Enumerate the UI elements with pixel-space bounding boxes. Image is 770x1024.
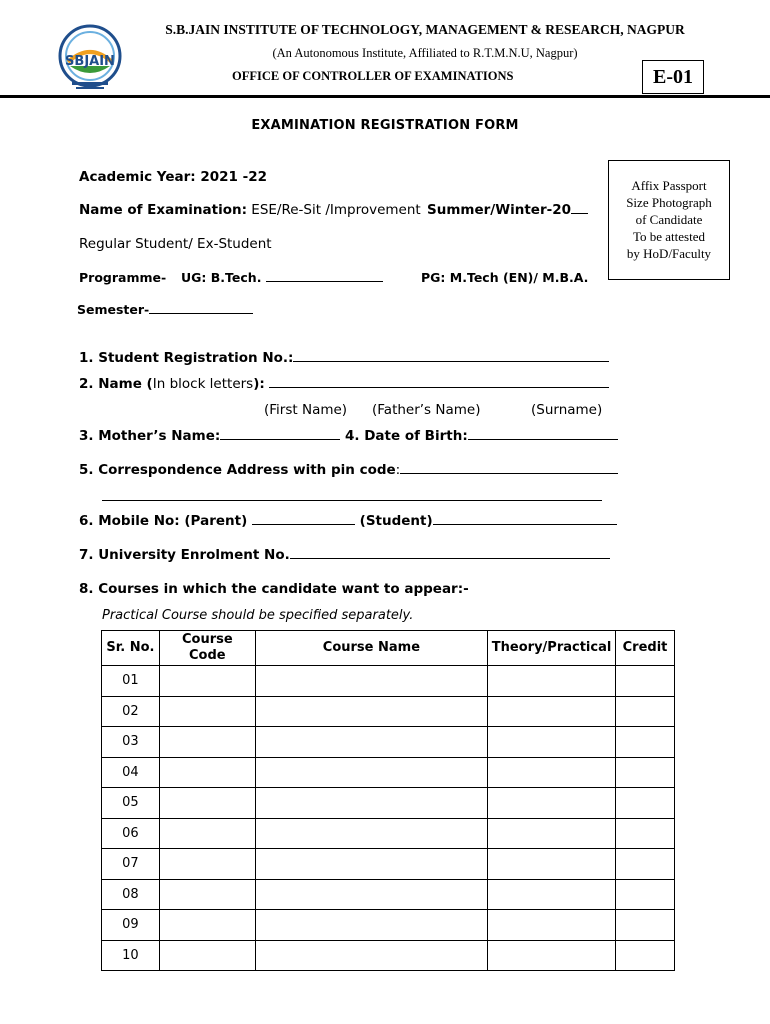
exam-name-options: ESE/Re-Sit /Improvement	[251, 202, 421, 218]
surname-caption: (Surname)	[531, 402, 603, 418]
table-row	[102, 818, 675, 849]
ug-label: UG: B.Tech.	[181, 270, 262, 285]
theory-practical-cell[interactable]	[488, 940, 616, 971]
photo-text-line: Affix Passport	[631, 178, 707, 193]
course-code-cell[interactable]	[159, 727, 255, 758]
mobile-row	[79, 513, 617, 529]
address-row	[79, 462, 618, 478]
courses-table	[101, 630, 675, 971]
course-name-cell[interactable]	[255, 696, 487, 727]
season-label: Summer/Winter-20	[427, 202, 571, 218]
photo-text-line: Size Photograph	[626, 195, 712, 210]
course-code-cell[interactable]	[159, 849, 255, 880]
mothers-name-label: 3. Mother’s Name:	[79, 428, 221, 444]
course-name-cell[interactable]	[255, 940, 487, 971]
name-row	[79, 376, 609, 392]
season-row	[427, 202, 588, 218]
theory-practical-cell[interactable]	[488, 727, 616, 758]
student-type: Regular Student/ Ex-Student	[79, 236, 272, 252]
registration-no-label: 1. Student Registration No.:	[79, 350, 294, 366]
credit-cell[interactable]	[616, 757, 675, 788]
courses-heading: 8. Courses in which the candidate want to appear:-	[79, 581, 469, 597]
semester-label: Semester-	[77, 302, 150, 317]
theory-practical-cell[interactable]	[488, 849, 616, 880]
course-code-cell[interactable]	[159, 696, 255, 727]
table-row	[102, 757, 675, 788]
theory-practical-cell[interactable]	[488, 757, 616, 788]
course-code-cell[interactable]	[159, 879, 255, 910]
enrolment-row	[79, 547, 610, 563]
course-name-cell[interactable]	[255, 788, 487, 819]
sr-no-cell: 09	[102, 910, 160, 941]
institute-name: S.B.JAIN INSTITUTE OF TECHNOLOGY, MANAGEMENT & RESEARCH, NAGPUR	[165, 22, 685, 37]
sr-no-cell: 04	[102, 757, 160, 788]
col-course-name: Course Name	[255, 631, 487, 666]
sr-no-cell: 03	[102, 727, 160, 758]
academic-year: Academic Year: 2021 -22	[79, 169, 267, 185]
mother-dob-row	[79, 428, 618, 444]
course-code-cell[interactable]	[159, 818, 255, 849]
mobile-student-label: (Student)	[359, 513, 433, 529]
courses-note: Practical Course should be specified separately.	[102, 608, 414, 623]
exam-name-label: Name of Examination:	[79, 202, 247, 218]
course-code-cell[interactable]	[159, 788, 255, 819]
fathers-name-caption: (Father’s Name)	[372, 402, 481, 418]
photo-text-line: of Candidate	[635, 212, 703, 227]
theory-practical-cell[interactable]	[488, 696, 616, 727]
sr-no-cell: 07	[102, 849, 160, 880]
course-name-cell[interactable]	[255, 757, 487, 788]
first-name-caption: (First Name)	[264, 402, 348, 418]
season-year-blank[interactable]	[571, 202, 588, 214]
photo-text-line: by HoD/Faculty	[626, 246, 712, 261]
institute-logo	[54, 22, 126, 94]
name-label-end: ):	[253, 376, 265, 392]
theory-practical-cell[interactable]	[488, 788, 616, 819]
semester-row	[77, 302, 253, 317]
course-code-cell[interactable]	[159, 666, 255, 697]
office-title: OFFICE OF CONTROLLER OF EXAMINATIONS	[232, 69, 514, 83]
course-code-cell[interactable]	[159, 940, 255, 971]
table-row	[102, 788, 675, 819]
address-input-line1[interactable]	[400, 462, 618, 474]
mobile-parent-label: 6. Mobile No: (Parent)	[79, 513, 248, 529]
address-label-colon: :	[395, 462, 401, 478]
course-name-cell[interactable]	[255, 879, 487, 910]
course-code-cell[interactable]	[159, 910, 255, 941]
credit-cell[interactable]	[616, 666, 675, 697]
course-name-cell[interactable]	[255, 727, 487, 758]
theory-practical-cell[interactable]	[488, 666, 616, 697]
form-title: EXAMINATION REGISTRATION FORM	[251, 118, 519, 133]
affiliation-text: (An Autonomous Institute, Affiliated to R.T.M.N.U, Nagpur)	[272, 46, 578, 60]
dob-label: 4. Date of Birth:	[344, 428, 468, 444]
header-divider	[0, 95, 770, 98]
name-input[interactable]	[269, 376, 609, 388]
sr-no-cell: 05	[102, 788, 160, 819]
semester-blank[interactable]	[149, 302, 253, 314]
pg-label: PG: M.Tech (EN)/ M.B.A.	[421, 270, 589, 285]
credit-cell[interactable]	[616, 696, 675, 727]
table-row	[102, 666, 675, 697]
table-row	[102, 879, 675, 910]
table-row	[102, 849, 675, 880]
registration-no-row	[79, 350, 609, 366]
sr-no-cell: 06	[102, 818, 160, 849]
sr-no-cell: 08	[102, 879, 160, 910]
credit-cell[interactable]	[616, 788, 675, 819]
sr-no-cell: 02	[102, 696, 160, 727]
programme-label: Programme-	[79, 270, 167, 285]
course-code-cell[interactable]	[159, 757, 255, 788]
theory-practical-cell[interactable]	[488, 879, 616, 910]
ug-branch-blank[interactable]	[266, 270, 383, 282]
course-name-cell[interactable]	[255, 910, 487, 941]
credit-cell[interactable]	[616, 910, 675, 941]
mothers-name-input[interactable]	[220, 428, 340, 440]
course-name-cell[interactable]	[255, 849, 487, 880]
enrolment-input[interactable]	[290, 547, 610, 559]
credit-cell[interactable]	[616, 818, 675, 849]
photo-text-line: To be attested	[632, 229, 705, 244]
table-row	[102, 727, 675, 758]
name-label: 2. Name (	[79, 376, 153, 392]
table-row	[102, 696, 675, 727]
credit-cell[interactable]	[616, 849, 675, 880]
credit-cell[interactable]	[616, 940, 675, 971]
registration-no-input[interactable]	[293, 350, 609, 362]
theory-practical-cell[interactable]	[488, 818, 616, 849]
mobile-parent-input[interactable]	[252, 513, 355, 525]
exam-name-row	[79, 202, 421, 218]
sr-no-cell: 01	[102, 666, 160, 697]
form-code-box: E-01	[642, 60, 704, 94]
table-header-row	[102, 631, 675, 666]
address-input-line2[interactable]	[102, 500, 602, 501]
ug-row	[181, 270, 383, 285]
sr-no-cell: 10	[102, 940, 160, 971]
course-name-cell[interactable]	[255, 666, 487, 697]
col-course-code: Course Code	[159, 631, 255, 666]
photo-box[interactable]	[608, 160, 730, 280]
credit-cell[interactable]	[616, 727, 675, 758]
table-row	[102, 940, 675, 971]
course-name-cell[interactable]	[255, 818, 487, 849]
dob-input[interactable]	[468, 428, 618, 440]
name-label-hint: In block letters	[152, 376, 254, 392]
mobile-student-input[interactable]	[433, 513, 617, 525]
col-theory-practical: Theory/Practical	[488, 631, 616, 666]
enrolment-label: 7. University Enrolment No.	[79, 547, 290, 563]
logo-text: SBJAIN	[65, 54, 115, 69]
col-sr-no: Sr. No.	[102, 631, 160, 666]
address-label: 5. Correspondence Address with pin code	[79, 462, 396, 478]
theory-practical-cell[interactable]	[488, 910, 616, 941]
col-credit: Credit	[616, 631, 675, 666]
table-row	[102, 910, 675, 941]
credit-cell[interactable]	[616, 879, 675, 910]
